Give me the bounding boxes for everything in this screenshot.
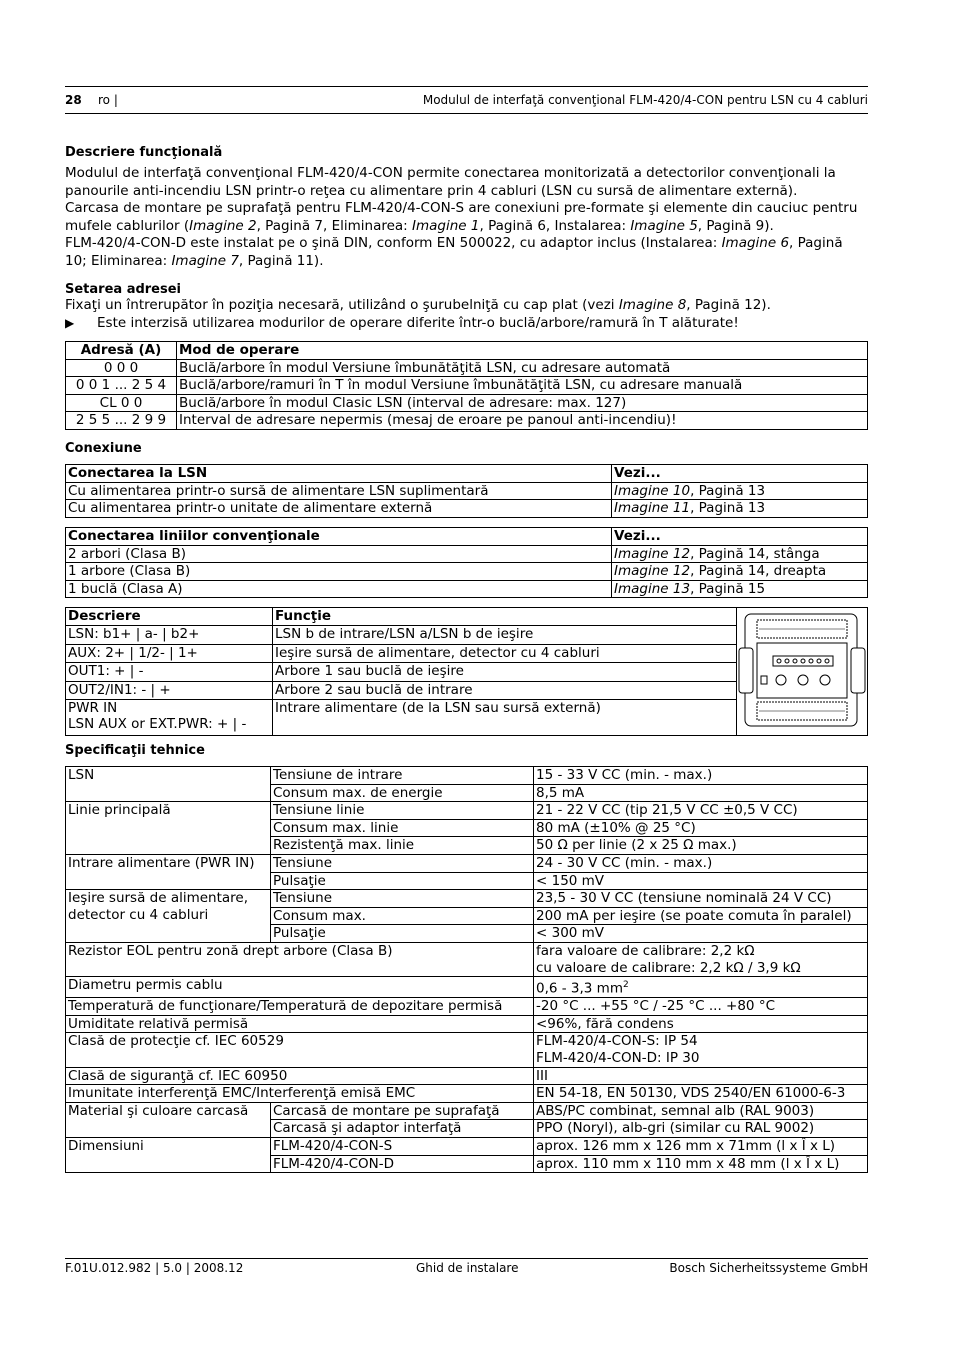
cell: III (534, 1067, 868, 1085)
cell: Temperatură de funcţionare/Temperatură de depozitare permisă (66, 998, 534, 1016)
cell: ABS/PC combinat, semnal alb (RAL 9003) (534, 1102, 868, 1120)
figure-ref: Imagine 12 (614, 563, 691, 580)
publisher: Bosch Sicherheitssysteme GmbH (669, 1261, 868, 1275)
table-row (66, 942, 868, 976)
cell: 24 - 30 V CC (min. - max.) (534, 854, 868, 872)
table-row (66, 802, 868, 820)
cell: Consum max. linie (271, 819, 534, 837)
cell: 2 5 5 ... 2 9 9 (66, 412, 177, 430)
functional-paragraph-3 (65, 235, 868, 270)
cell: Consum max. (271, 907, 534, 925)
table-row (66, 1067, 868, 1085)
text: , Pagină 14, stânga (690, 545, 820, 562)
figure-ref: Imagine 5 (630, 217, 698, 234)
table-row (66, 1033, 868, 1067)
functional-section (65, 145, 868, 271)
text: Carcasa de montare pe suprafaţă pentru FLM-420/4-CON-S are conexiuni pre-formate şi elemente din cauciuc pentru mufele cablurilor ( (65, 200, 858, 234)
cell: Ieşire sursă de alimentare, detector cu 4 cabluri (66, 890, 271, 943)
cell: OUT1: + | - (66, 663, 273, 681)
functional-paragraph-1: Modulul de interfaţă convenţional FLM-420/4-CON permite conectarea monitorizată a detectorilor convenţionali la panourile anti-incendiu LSN printr-o reţea cu alimentare prin 4 cabluri (LSN cu sursă de alimentare externă). (65, 165, 836, 199)
warning-text: Este interzisă utilizarea modurilor de operare diferite într-o buclă/arbore/ramură în T alăturate! (97, 314, 739, 331)
cell: 15 - 33 V CC (min. - max.) (534, 767, 868, 785)
page-number: 28 (65, 93, 82, 107)
cell: Umiditate relativă permisă (66, 1015, 534, 1033)
text: , Pagină 13 (690, 500, 766, 517)
specs-heading: Specificaţii tehnice (65, 743, 205, 758)
cell: Imunitate interferenţă EMC/Interferenţă emisă EMC (66, 1085, 534, 1103)
cell: Material şi culoare carcasă (66, 1102, 271, 1137)
figure-ref: Imagine 6 (721, 235, 790, 252)
cell: Arbore 1 sau buclă de ieşire (273, 663, 737, 681)
cell (534, 942, 868, 976)
cell: Tensiune (271, 854, 534, 872)
cell: Interval de adresare nepermis (mesaj de eroare pe panoul anti-incendiu)! (177, 412, 868, 430)
cell: Cu alimentarea printr-o sursă de alimentare LSN suplimentară (66, 482, 612, 500)
table-row (66, 482, 868, 500)
cell: LSN (66, 767, 271, 802)
lsn-connection-table (65, 464, 868, 518)
cell: Tensiune (271, 890, 534, 908)
cell: Intrare alimentare (PWR IN) (66, 854, 271, 889)
text: FLM-420/4-CON-S: IP 54 (536, 1033, 698, 1050)
cell: 1 arbore (Clasa B) (66, 563, 612, 581)
column-header: Vezi... (612, 528, 868, 546)
text: FLM-420/4-CON-D: IP 30 (536, 1050, 700, 1066)
specs-table (65, 766, 868, 1173)
text: FLM-420/4-CON-D este instalat pe o şină DIN, conform EN 500022, cu adaptor inclus (Instalarea: (65, 235, 722, 252)
text: , Pagină 11). (238, 252, 324, 269)
table-row (66, 1015, 868, 1033)
table-row (66, 767, 868, 785)
figure-ref: Imagine 10 (614, 482, 691, 499)
table-row (66, 1137, 868, 1155)
text: , Pagină 9). (697, 217, 774, 234)
cell: FLM-420/4-CON-S (271, 1137, 534, 1155)
document-type: Ghid de instalare (416, 1261, 519, 1275)
triangle-right-icon: ▶ (65, 315, 75, 330)
text: , Pagină 10; Eliminarea: (65, 235, 843, 269)
cell: 2 arbori (Clasa B) (66, 545, 612, 563)
text: , Pagină 7, Eliminarea: (256, 217, 413, 234)
functional-paragraph-2 (65, 200, 868, 235)
column-header: Conectarea liniilor convenţionale (66, 528, 612, 546)
address-table (65, 341, 868, 430)
column-header: Funcţie (273, 608, 737, 626)
cell: 0 0 0 (66, 359, 177, 377)
cell: aprox. 110 mm x 110 mm x 48 mm (l x Î x L) (534, 1155, 868, 1173)
cell: Pulsaţie (271, 925, 534, 943)
cell: 1 buclă (Clasa A) (66, 580, 612, 598)
conv-table-wrap (65, 527, 868, 598)
header-title: Modulul de interfaţă convenţional FLM-420/4-CON pentru LSN cu 4 cabluri (422, 93, 868, 107)
cell (612, 563, 868, 581)
functional-heading: Descriere funcţională (65, 145, 223, 160)
language-code: ro | (98, 93, 118, 107)
cell (612, 500, 868, 518)
cell: Arbore 2 sau buclă de intrare (273, 681, 737, 699)
column-header: Mod de operare (177, 342, 868, 360)
specs-table-wrap (65, 766, 868, 1173)
table-row (66, 500, 868, 518)
cell: Dimensiuni (66, 1137, 271, 1172)
cell: LSN: b1+ | a- | b2+ (66, 626, 273, 644)
column-header: Adresă (A) (66, 342, 177, 360)
table-header-row (66, 465, 868, 483)
cell: Buclă/arbore în modul Clasic LSN (interval de adresare: max. 127) (177, 394, 868, 412)
cell: Cu alimentarea printr-o unitate de alimentare externă (66, 500, 612, 518)
cell: -20 °C ... +55 °C / -25 °C ... +80 °C (534, 998, 868, 1016)
figure-ref: Imagine 1 (412, 217, 480, 234)
cell: AUX: 2+ | 1/2- | 1+ (66, 644, 273, 662)
column-header: Conectarea la LSN (66, 465, 612, 483)
figure-ref: Imagine 11 (614, 500, 691, 517)
cell: Buclă/arbore/ramuri în T în modul Versiune îmbunătăţită LSN, cu adresare manuală (177, 377, 868, 395)
lsn-table-wrap (65, 464, 868, 518)
cell: FLM-420/4-CON-D (271, 1155, 534, 1173)
cell: Carcasă de montare pe suprafaţă (271, 1102, 534, 1120)
page-footer (65, 1258, 868, 1275)
figure-ref: Imagine 7 (171, 252, 239, 269)
cell: 21 - 22 V CC (tip 21,5 V CC ±0,5 V CC) (534, 802, 868, 820)
cell: Tensiune linie (271, 802, 534, 820)
cell (534, 977, 868, 998)
cell: 0 0 1 ... 2 5 4 (66, 377, 177, 395)
column-header: Descriere (66, 608, 273, 626)
cell: Rezistenţă max. linie (271, 837, 534, 855)
address-paragraph (65, 297, 868, 315)
table-row (66, 563, 868, 581)
text: , Pagină 6, Instalarea: (479, 217, 631, 234)
text: , Pagină 13 (690, 482, 766, 499)
text: , Pagină 15 (690, 580, 766, 597)
cell: OUT2/IN1: - | + (66, 681, 273, 699)
warning-bullet (65, 315, 868, 333)
cell: 8,5 mA (534, 784, 868, 802)
cell: Clasă de protecţie cf. IEC 60529 (66, 1033, 534, 1067)
table-row (66, 412, 868, 430)
cell: aprox. 126 mm x 126 mm x 71mm (l x Î x L) (534, 1137, 868, 1155)
cell: < 300 mV (534, 925, 868, 943)
table-row (66, 394, 868, 412)
text: , Pagină 12). (686, 297, 771, 313)
cell: Linie principală (66, 802, 271, 855)
cell: 50 Ω per linie (2 x 25 Ω max.) (534, 837, 868, 855)
figure-ref: Imagine 8 (618, 297, 687, 313)
cell (612, 580, 868, 598)
cell: PPO (Noryl), alb-gri (similar cu RAL 9002) (534, 1120, 868, 1138)
cell: Rezistor EOL pentru zonă drept arbore (Clasa B) (66, 942, 534, 976)
address-heading: Setarea adresei (65, 282, 182, 297)
conventional-lines-table (65, 527, 868, 598)
cell: Carcasă şi adaptor interfaţă (271, 1120, 534, 1138)
cell: Intrare alimentare (de la LSN sau sursă externă) (273, 699, 737, 735)
specs-heading-wrap (65, 743, 868, 758)
table-header-row (66, 342, 868, 360)
cell (534, 1033, 868, 1067)
text: cu valoare de calibrare: 2,2 kΩ / 3,9 kΩ (536, 959, 801, 976)
cell: Diametru permis cablu (66, 977, 534, 998)
cell: < 150 mV (534, 872, 868, 890)
table-header-row (66, 608, 868, 626)
terminals-table-wrap (65, 607, 868, 736)
text: 0,6 - 3,3 mm (536, 980, 623, 997)
table-row (66, 1102, 868, 1120)
text: fara valoare de calibrare: 2,2 kΩ (536, 942, 755, 959)
cell: 23,5 - 30 V CC (tensiune nominală 24 V CC) (534, 890, 868, 908)
cell: Clasă de siguranţă cf. IEC 60950 (66, 1067, 534, 1085)
cell: CL 0 0 (66, 394, 177, 412)
table-row (66, 1085, 868, 1103)
figure-ref: Imagine 13 (614, 580, 691, 597)
cell: LSN b de intrare/LSN a/LSN b de ieşire (273, 626, 737, 644)
column-header: Vezi... (612, 465, 868, 483)
figure-ref: Imagine 12 (614, 545, 691, 562)
cell (612, 545, 868, 563)
table-row (66, 377, 868, 395)
address-section (65, 282, 868, 332)
text: Fixaţi un întrerupător în poziţia necesară, utilizând o şurubelniţă cu cap plat (vezi (65, 297, 619, 313)
table-header-row (66, 528, 868, 546)
cell: <96%, fără condens (534, 1015, 868, 1033)
text: PWR IN (68, 699, 118, 716)
superscript: 2 (623, 980, 629, 991)
table-row (66, 545, 868, 563)
cell: Buclă/arbore în modul Versiune îmbunătăţită LSN, cu adresare automată (177, 359, 868, 377)
table-row (66, 977, 868, 998)
cell (66, 699, 273, 735)
module-diagram-icon (737, 608, 867, 730)
cell: EN 54-18, EN 50130, VDS 2540/EN 61000-6-3 (534, 1085, 868, 1103)
cell: Consum max. de energie (271, 784, 534, 802)
device-diagram-cell (737, 608, 868, 736)
connection-heading: Conexiune (65, 441, 142, 456)
text: , Pagină 14, dreapta (690, 563, 827, 580)
address-table-wrap (65, 341, 868, 430)
cell: Ieşire sursă de alimentare, detector cu 4 cabluri (273, 644, 737, 662)
table-row (66, 359, 868, 377)
connection-heading-wrap (65, 441, 868, 456)
table-row (66, 998, 868, 1016)
cell: Tensiune de intrare (271, 767, 534, 785)
document-id: F.01U.012.982 | 5.0 | 2008.12 (65, 1261, 244, 1275)
cell: 200 mA per ieşire (se poate comuta în paralel) (534, 907, 868, 925)
table-row (66, 854, 868, 872)
figure-ref: Imagine 2 (189, 217, 257, 234)
cell: Pulsaţie (271, 872, 534, 890)
cell: 80 mA (±10% @ 25 °C) (534, 819, 868, 837)
terminals-table (65, 607, 868, 736)
text: LSN AUX or EXT.PWR: + | - (68, 716, 247, 733)
table-row (66, 580, 868, 598)
table-row (66, 890, 868, 908)
page-header (65, 86, 868, 114)
cell (612, 482, 868, 500)
